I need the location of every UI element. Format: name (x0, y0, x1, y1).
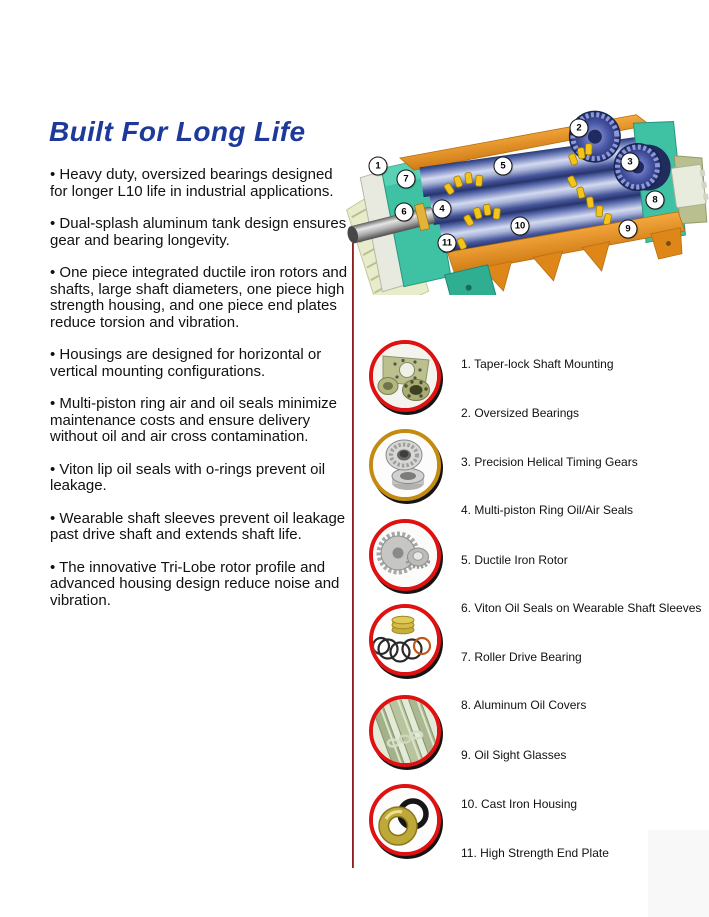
part-label-9: 9. Oil Sight Glasses (461, 748, 567, 762)
timing-gears-photo (369, 519, 441, 591)
bearings-photo (369, 429, 441, 501)
feature-bullet: • Viton lip oil seals with o-rings prevent oil leakage. (50, 460, 326, 494)
callout-11: 11 (438, 234, 457, 253)
callout-7: 7 (397, 170, 416, 189)
shaft-sleeves-photo (369, 695, 441, 767)
feature-bullet: • Dual-splash aluminum tank design ensures gear and bearing longevity. (50, 215, 347, 249)
callout-4: 4 (433, 200, 452, 219)
part-label-5: 5. Ductile Iron Rotor (461, 553, 568, 567)
vertical-divider (352, 243, 354, 868)
part-label-10: 10. Cast Iron Housing (461, 797, 578, 811)
part-label-2: 2. Oversized Bearings (461, 406, 580, 420)
part-label-3: 3. Precision Helical Timing Gears (461, 455, 638, 469)
piston-rings-photo (369, 604, 441, 676)
callout-2: 2 (570, 119, 589, 138)
feature-bullet: • Housings are designed for horizontal or vertical mounting configurations. (50, 346, 322, 380)
feature-bullet: • Wearable shaft sleeves prevent oil leakage past drive shaft and extends shaft life. (50, 509, 346, 543)
part-label-7: 7. Roller Drive Bearing (461, 650, 582, 664)
taper-lock-photo (369, 340, 441, 412)
part-label-11: 11. High Strength End Plate (461, 846, 609, 860)
blower-cutaway-diagram (345, 85, 709, 295)
part-label-1: 1. Taper-lock Shaft Mounting (461, 357, 614, 371)
part-label-4: 4. Multi-piston Ring Oil/Air Seals (461, 503, 634, 517)
feature-bullet: • One piece integrated ductile iron rotors and shafts, large shaft diameters, one piece high strength housing, and one piece end plates reduce torsion and vibration. (50, 264, 348, 331)
callout-3: 3 (621, 153, 640, 172)
feature-bullet-list (50, 167, 352, 625)
callout-6: 6 (395, 203, 414, 222)
feature-bullet: • Heavy duty, oversized bearings designed for longer L10 life in industrial applications. (50, 166, 334, 200)
callout-8: 8 (646, 191, 665, 210)
part-label-8: 8. Aluminum Oil Covers (461, 698, 587, 712)
oil-seal-photo (369, 784, 441, 856)
feature-bullet: • The innovative Tri-Lobe rotor profile and advanced housing design reduce noise and vibration. (50, 558, 340, 609)
page-title: Built For Long Life (49, 116, 306, 147)
feature-bullet: • Multi-piston ring air and oil seals minimize maintenance costs and ensure delivery without oil and air cross contamination. (50, 395, 338, 445)
callout-10: 10 (511, 217, 530, 236)
callout-5: 5 (494, 157, 513, 176)
part-label-6: 6. Viton Oil Seals on Wearable Shaft Sleeves (461, 601, 702, 615)
end-plate-foot (444, 264, 497, 295)
callout-9: 9 (619, 220, 638, 239)
scan-artifact (648, 830, 709, 917)
callout-1: 1 (369, 157, 388, 176)
